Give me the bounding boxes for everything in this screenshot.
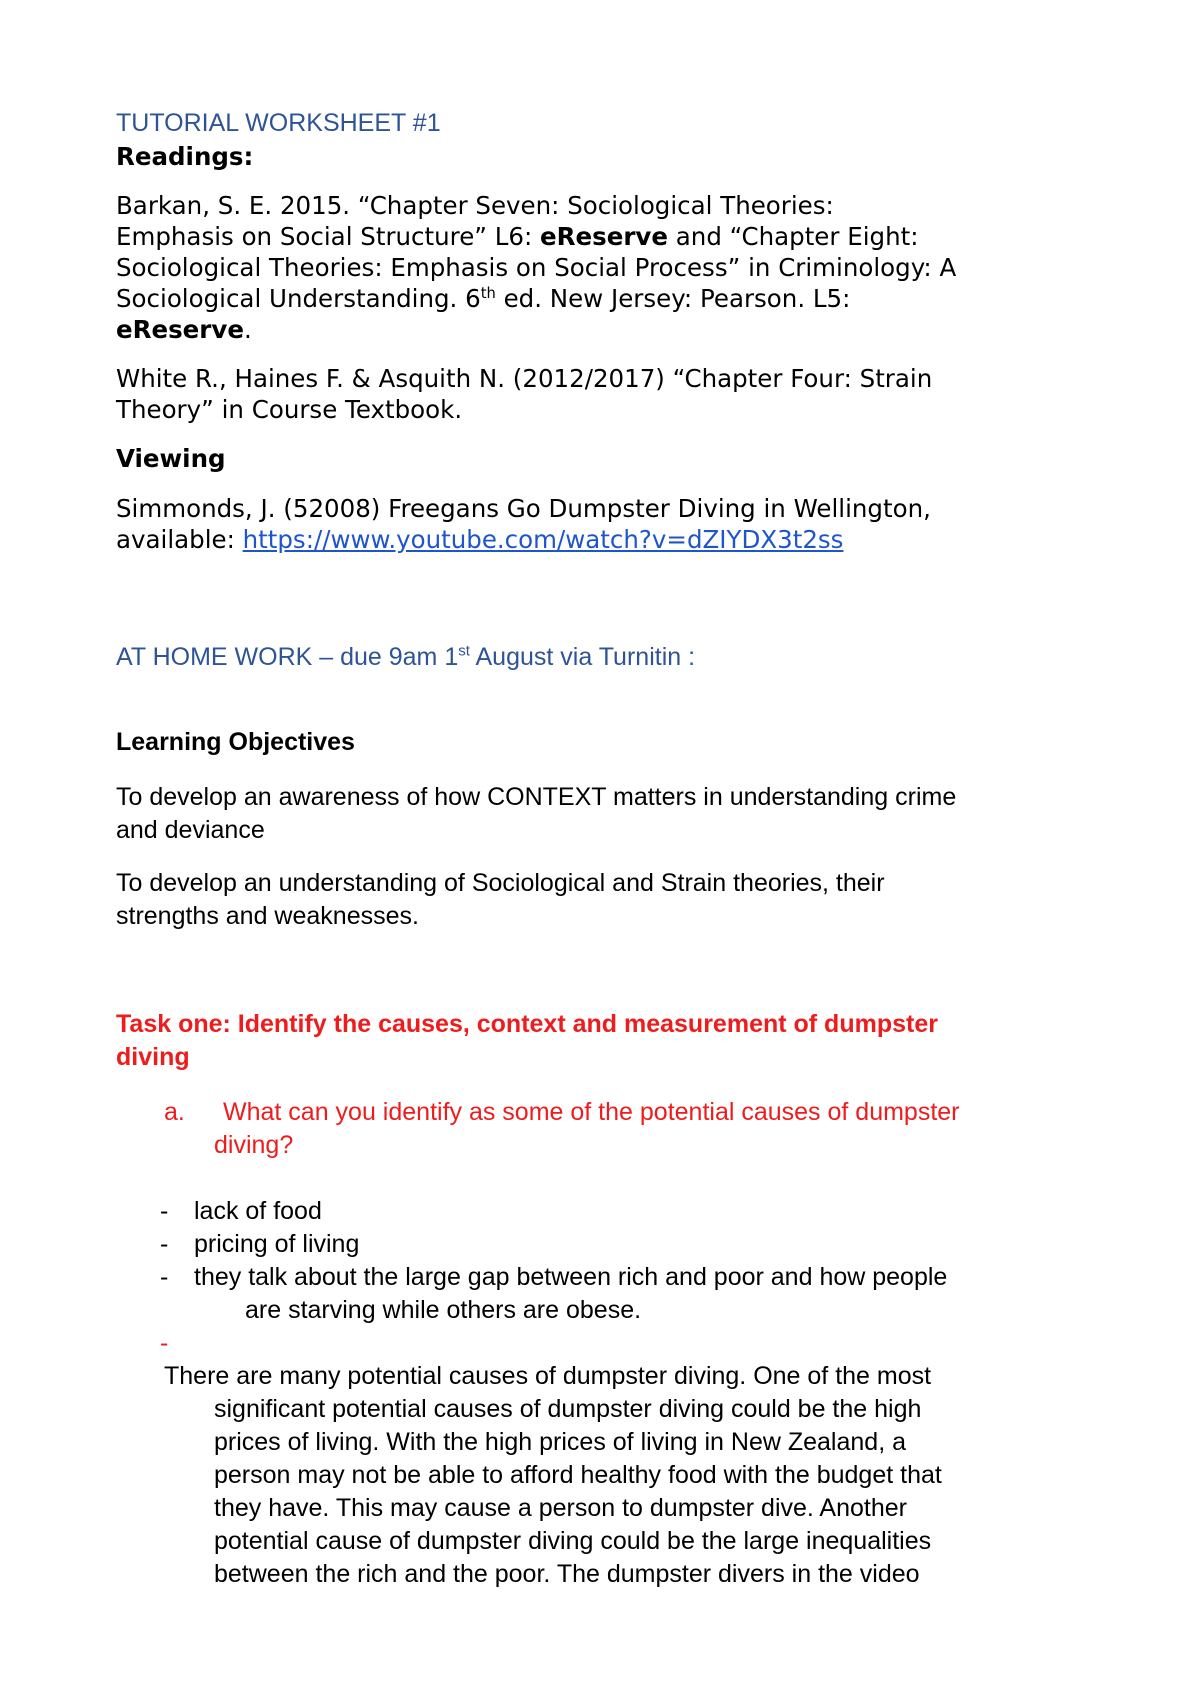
answer-line-4: person may not be able to afford healthy food with the budget that xyxy=(214,1461,942,1489)
question-a-line1: What can you identify as some of the potential causes of dumpster xyxy=(223,1098,960,1126)
bullet-marker: - xyxy=(160,1263,169,1291)
answer-line-5: they have. This may cause a person to dumpster dive. Another xyxy=(214,1494,907,1522)
question-a-marker: a. xyxy=(164,1098,185,1126)
ref2-line1: White R., Haines F. & Asquith N. (2012/2017) “Chapter Four: Strain xyxy=(116,364,933,393)
worksheet-title: TUTORIAL WORKSHEET #1 xyxy=(116,109,441,137)
answer-line-1: There are many potential causes of dumpster diving. One of the most xyxy=(164,1362,932,1390)
ref1-line3: Sociological Theories: Emphasis on Social Process” in Criminology: A xyxy=(116,253,957,282)
objective-1-line2: and deviance xyxy=(116,816,265,844)
viewing-line2: available: https://www.youtube.com/watch?v=dZIYDX3t2ss xyxy=(116,525,844,554)
bullet-marker: - xyxy=(160,1230,169,1258)
objectives-heading: Learning Objectives xyxy=(116,728,355,756)
objective-1-line1: To develop an awareness of how CONTEXT matters in understanding crime xyxy=(116,783,957,811)
ref1-line5: eReserve. xyxy=(116,315,252,344)
objective-2-line2: strengths and weaknesses. xyxy=(116,902,419,930)
answer-line-6: potential cause of dumpster diving could be the large inequalities xyxy=(214,1527,932,1555)
answer-line-3: prices of living. With the high prices of living in New Zealand, a xyxy=(214,1428,906,1456)
answer-line-7: between the rich and the poor. The dumpster divers in the video xyxy=(214,1560,920,1588)
bullet-rich-poor-gap-cont: are starving while others are obese. xyxy=(245,1296,642,1324)
task-one-heading-line1: Task one: Identify the causes, context and measurement of dumpster xyxy=(116,1010,938,1038)
ref1-line2: Emphasis on Social Structure” L6: eReserve and “Chapter Eight: xyxy=(116,222,919,251)
bullet-lack-of-food: lack of food xyxy=(194,1197,322,1225)
red-dash-marker: - xyxy=(160,1329,169,1357)
homework-note: AT HOME WORK – due 9am 1st August via Turnitin : xyxy=(116,642,696,671)
task-one-heading-line2: diving xyxy=(116,1043,190,1071)
bullet-pricing-of-living: pricing of living xyxy=(194,1230,360,1258)
viewing-line1: Simmonds, J. (52008) Freegans Go Dumpster Diving in Wellington, xyxy=(116,494,931,523)
question-a-line2: diving? xyxy=(214,1131,294,1159)
ref1-line4: Sociological Understanding. 6th ed. New Jersey: Pearson. L5: xyxy=(116,284,851,313)
bullet-marker: - xyxy=(160,1197,169,1225)
answer-line-2: significant potential causes of dumpster diving could be the high xyxy=(214,1395,922,1423)
viewing-heading: Viewing xyxy=(116,444,226,473)
youtube-link[interactable]: https://www.youtube.com/watch?v=dZIYDX3t2ss xyxy=(242,525,844,554)
ref2-line2: Theory” in Course Textbook. xyxy=(116,395,463,424)
bullet-rich-poor-gap: they talk about the large gap between rich and poor and how people xyxy=(194,1263,948,1291)
objective-2-line1: To develop an understanding of Sociological and Strain theories, their xyxy=(116,869,885,897)
readings-heading: Readings: xyxy=(116,142,254,171)
ref1-line1: Barkan, S. E. 2015. “Chapter Seven: Sociological Theories: xyxy=(116,191,834,220)
